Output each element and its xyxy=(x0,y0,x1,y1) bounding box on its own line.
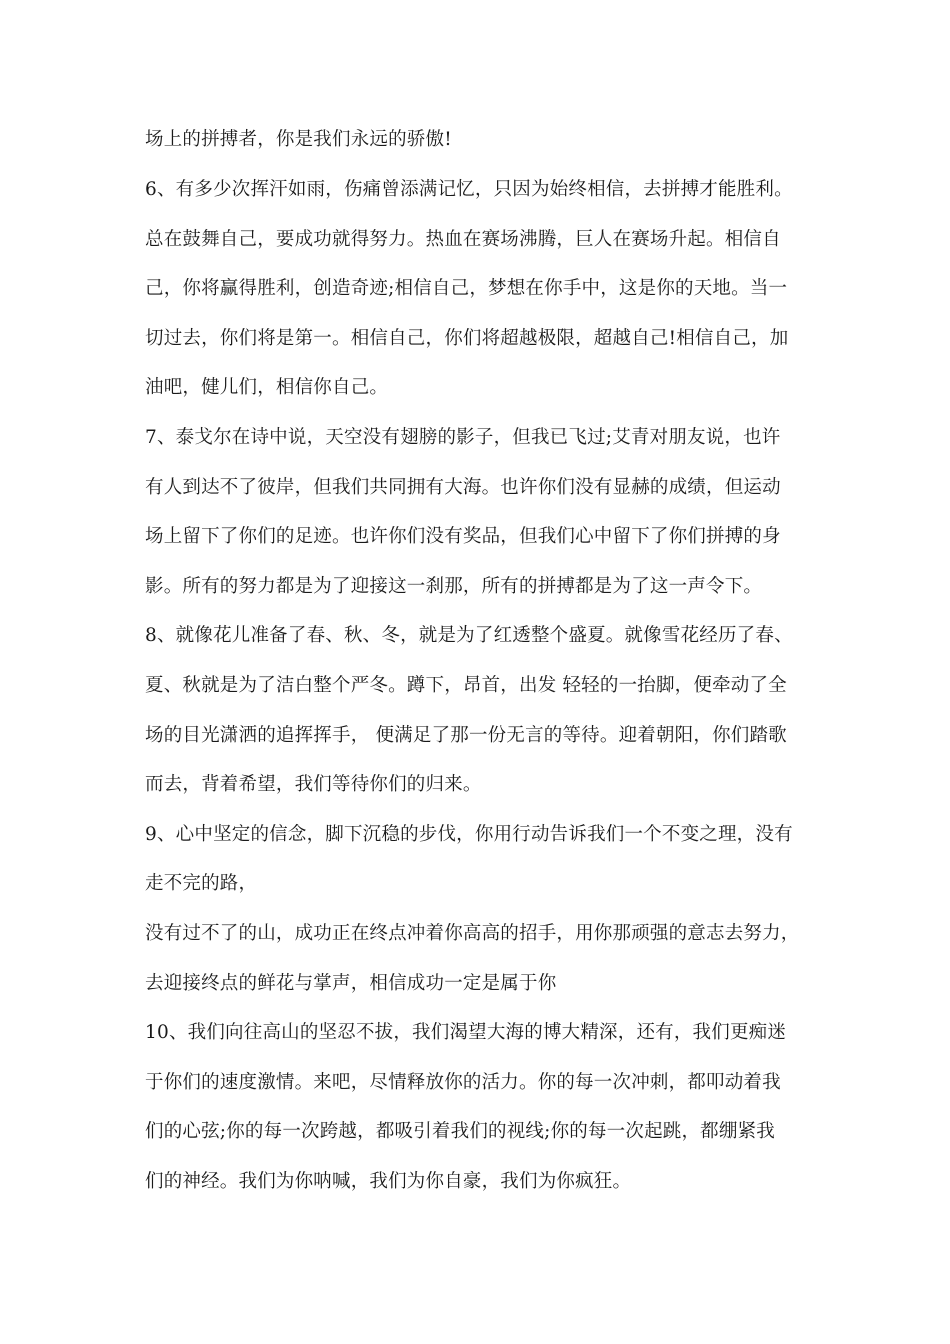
text-line: 场上留下了你们的足迹。也许你们没有奖品，但我们心中留下了你们拼搏的身 xyxy=(145,526,781,547)
text-line: 10、我们向往高山的坚忍不拔，我们渴望大海的博大精深，还有，我们更痴迷 xyxy=(145,1022,787,1043)
text-line: 总在鼓舞自己，要成功就得努力。热血在赛场沸腾，巨人在赛场升起。相信自 xyxy=(145,229,781,250)
text-line: 没有过不了的山，成功正在终点冲着你高高的招手，用你那顽强的意志去努力， xyxy=(145,923,800,944)
text-line: 走不完的路， xyxy=(145,873,258,894)
text-line: 有人到达不了彼岸，但我们共同拥有大海。也许你们没有显赫的成绩，但运动 xyxy=(145,477,781,498)
text-line: 而去，背着希望，我们等待你们的归来。 xyxy=(145,774,482,795)
text-line: 夏、秋就是为了洁白整个严冬。蹲下，昂首，出发 轻轻的一抬脚，便牵动了全 xyxy=(145,675,787,696)
text-line: 们的神经。我们为你呐喊，我们为你自豪，我们为你疯狂。 xyxy=(145,1171,632,1192)
text-line: 己，你将赢得胜利，创造奇迹;相信自己，梦想在你手中，这是你的天地。当一 xyxy=(145,278,788,299)
text-line: 油吧，健儿们，相信你自己。 xyxy=(145,377,389,398)
text-line: 6、有多少次挥汗如雨，伤痛曾添满记忆，只因为始终相信，去拼搏才能胜利。 xyxy=(145,179,793,200)
text-line: 8、就像花儿准备了春、秋、冬，就是为了红透整个盛夏。就像雪花经历了春、 xyxy=(145,625,793,646)
text-line: 于你们的速度激情。来吧，尽情释放你的活力。你的每一次冲刺，都叩动着我 xyxy=(145,1072,781,1093)
text-line: 7、泰戈尔在诗中说，天空没有翅膀的影子，但我已飞过;艾青对朋友说，也许 xyxy=(145,427,781,448)
text-line: 切过去，你们将是第一。相信自己，你们将超越极限，超越自己!相信自己，加 xyxy=(145,328,789,349)
text-line: 场上的拼搏者，你是我们永远的骄傲! xyxy=(145,129,452,150)
text-line: 影。所有的努力都是为了迎接这一刹那，所有的拼搏都是为了这一声令下。 xyxy=(145,576,763,597)
text-line: 9、心中坚定的信念，脚下沉稳的步伐，你用行动告诉我们一个不变之理，没有 xyxy=(145,824,793,845)
text-line: 们的心弦;你的每一次跨越，都吸引着我们的视线;你的每一次起跳，都绷紧我 xyxy=(145,1121,775,1142)
text-line: 场的目光潇洒的追挥挥手， 便满足了那一份无言的等待。迎着朝阳，你们踏歌 xyxy=(145,725,787,746)
text-line: 去迎接终点的鲜花与掌声，相信成功一定是属于你 xyxy=(145,973,557,994)
